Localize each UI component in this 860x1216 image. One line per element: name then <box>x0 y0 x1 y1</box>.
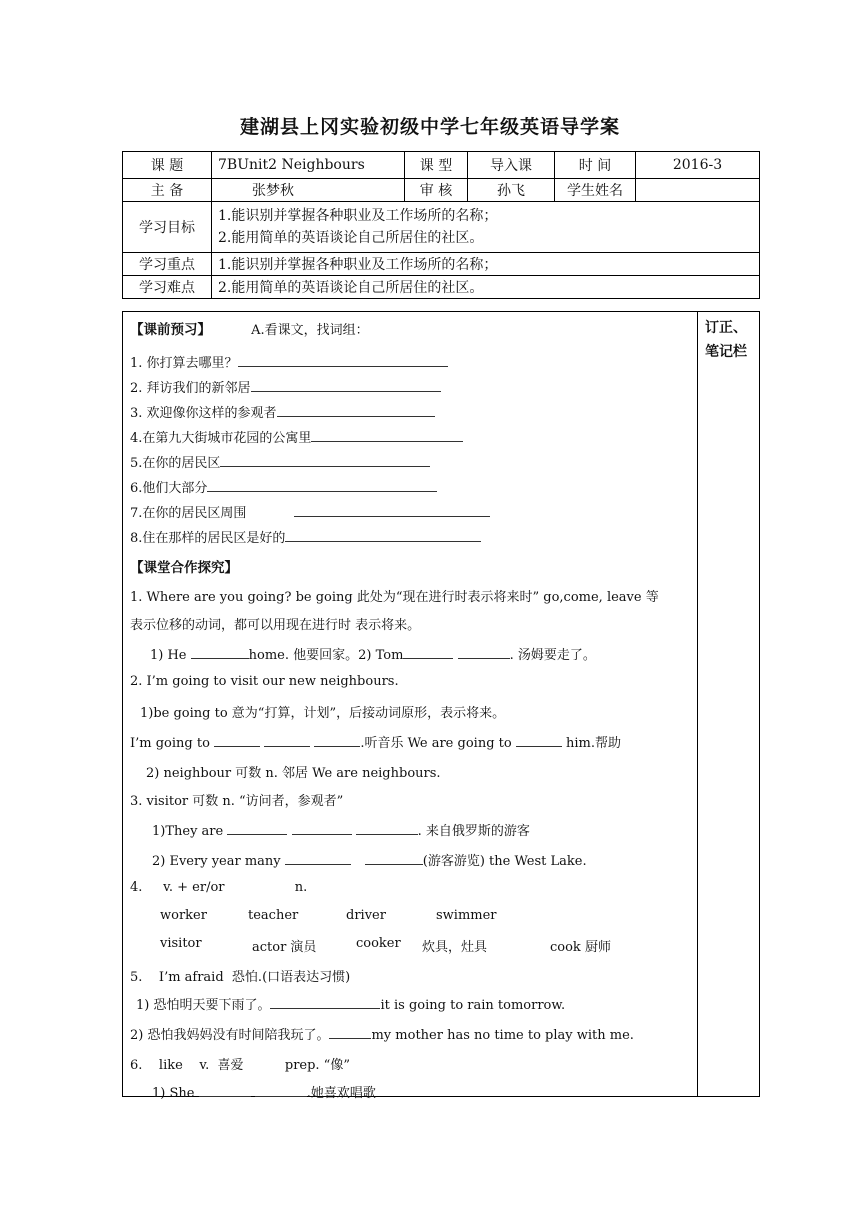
text-span: I’m going to <box>130 736 215 751</box>
answer-blank[interactable] <box>403 646 453 659</box>
word-swimmer: swimmer <box>436 908 497 923</box>
header-table <box>122 151 760 299</box>
answer-blank[interactable] <box>191 646 249 659</box>
answer-blank[interactable] <box>356 822 418 835</box>
text-span: . 来自俄罗斯的游客 <box>417 824 530 839</box>
text-span: (游客游览) the West Lake. <box>422 854 587 869</box>
text-span: 1) 恐怕明天要下雨了。 <box>136 998 271 1013</box>
preview-task: A.看课文，找词组： <box>251 323 369 338</box>
text-span: 1) He <box>150 648 191 663</box>
answer-blank[interactable] <box>329 1026 371 1039</box>
text-span: 2) Every year many <box>152 854 285 869</box>
focus-content: 1.能识别并掌握各种职业及工作场所的名称； <box>212 253 760 276</box>
text-span: 2) 恐怕我妈妈没有时间陪我玩了。 <box>130 1028 330 1043</box>
student-name-label: 学生姓名 <box>555 179 636 202</box>
answer-blank[interactable] <box>285 852 351 865</box>
answer-blank[interactable] <box>255 1084 307 1097</box>
answer-blank[interactable] <box>251 379 441 392</box>
reviewer-label: 审 核 <box>405 179 468 202</box>
goal-content <box>212 202 760 253</box>
answer-blank[interactable] <box>199 1084 251 1097</box>
answer-blank[interactable] <box>207 479 437 492</box>
preview-item-5: 5.在你的居民区 <box>130 456 221 471</box>
column-divider <box>697 312 698 1096</box>
text-span: 1) She <box>152 1086 199 1101</box>
text-span: .听音乐 We are going to <box>360 736 516 751</box>
page-title: 建湖县上冈实验初级中学七年级英语导学案 <box>239 116 620 138</box>
answer-blank[interactable] <box>238 354 448 367</box>
word-cooker: cooker <box>356 936 401 951</box>
preview-item-8: 8.住在那样的居民区是好的 <box>130 531 286 546</box>
answer-blank[interactable] <box>270 996 380 1009</box>
answer-blank[interactable] <box>214 734 260 747</box>
point-4-line-1: 4. v. + er/or n. <box>130 880 308 895</box>
preview-item-3: 3. 欢迎像你这样的参观者 <box>130 406 277 421</box>
lesson-label: 课 题 <box>123 152 212 179</box>
word-teacher: teacher <box>248 908 299 923</box>
word-actor: actor 演员 <box>252 940 317 955</box>
worksheet-body <box>122 311 760 1101</box>
point-2-line-4: 2) neighbour 可数 n. 邻居 We are neighbours. <box>146 766 441 781</box>
notes-column-label: 订正、笔记栏 <box>705 320 747 360</box>
preview-item-4: 4.在第九大街城市花园的公寓里 <box>130 431 312 446</box>
preview-item-1: 1. 你打算去哪里？ <box>130 356 238 371</box>
point-2-line-1: 2. I’m going to visit our new neighbours. <box>130 674 399 689</box>
goal-2: 2.能用简单的英语谈论自己所居住的社区。 <box>218 230 484 246</box>
author-label: 主 备 <box>123 179 212 202</box>
time-value: 2016-3 <box>636 152 760 179</box>
goal-label: 学习目标 <box>123 202 212 253</box>
text-span: him.帮助 <box>561 736 621 751</box>
preview-item-2: 2. 拜访我们的新邻居 <box>130 381 251 396</box>
word-worker: worker <box>160 908 207 923</box>
answer-blank[interactable] <box>458 646 510 659</box>
text-span: home. 他要回家。2) Tom <box>248 648 404 663</box>
answer-blank[interactable] <box>294 504 490 517</box>
explore-heading: 【课堂合作探究】 <box>130 560 238 576</box>
preview-item-7: 7.在你的居民区周围 <box>130 506 247 521</box>
answer-blank[interactable] <box>292 822 352 835</box>
author-value: 张梦秋 <box>212 179 405 202</box>
answer-blank[interactable] <box>277 404 435 417</box>
answer-blank[interactable] <box>365 852 423 865</box>
answer-blank[interactable] <box>311 429 463 442</box>
answer-blank[interactable] <box>285 529 481 542</box>
type-value: 导入课 <box>468 152 555 179</box>
point-1-line-2: 表示位移的动词，都可以用现在进行时 表示将来。 <box>130 618 421 633</box>
answer-blank[interactable] <box>314 734 360 747</box>
text-span: .她喜欢唱歌 <box>306 1086 376 1101</box>
time-label: 时 间 <box>555 152 636 179</box>
difficulty-content: 2.能用简单的英语谈论自己所居住的社区。 <box>212 276 760 299</box>
type-label: 课 型 <box>405 152 468 179</box>
word-cook: cook 厨师 <box>550 940 611 955</box>
word-visitor: visitor <box>160 936 202 951</box>
text-span: . 汤姆要走了。 <box>509 648 596 663</box>
reviewer-value: 孙飞 <box>468 179 555 202</box>
point-5-line-1: 5. I’m afraid 恐怕.(口语表达习惯) <box>130 970 351 985</box>
goal-1: 1.能识别并掌握各种职业及工作场所的名称； <box>218 208 498 224</box>
preview-heading: 【课前预习】 <box>130 322 211 338</box>
word-driver: driver <box>346 908 386 923</box>
point-2-line-2: 1)be going to 意为“打算，计划”，后接动词原形，表示将来。 <box>140 706 506 721</box>
student-name-field[interactable] <box>636 179 760 202</box>
text-span: 1)They are <box>152 824 228 839</box>
answer-blank[interactable] <box>264 734 310 747</box>
difficulty-label: 学习难点 <box>123 276 212 299</box>
text-span: it is going to rain tomorrow. <box>380 998 566 1013</box>
answer-blank[interactable] <box>220 454 430 467</box>
point-3-line-1: 3. visitor 可数 n. “访问者，参观者” <box>130 794 344 809</box>
focus-label: 学习重点 <box>123 253 212 276</box>
word-cooker-meaning: 炊具，灶具 <box>422 940 488 955</box>
answer-blank[interactable] <box>516 734 562 747</box>
preview-item-6: 6.他们大部分 <box>130 481 208 496</box>
lesson-value: 7BUnit2 Neighbours <box>212 152 405 179</box>
answer-blank[interactable] <box>227 822 287 835</box>
point-6-line-1: 6. like v. 喜爱 prep. “像” <box>130 1058 350 1073</box>
point-1-line-1: 1. Where are you going? be going 此处为“现在进行时表示将来时” go,come, leave 等 <box>130 590 659 605</box>
text-span: my mother has no time to play with me. <box>371 1028 634 1043</box>
